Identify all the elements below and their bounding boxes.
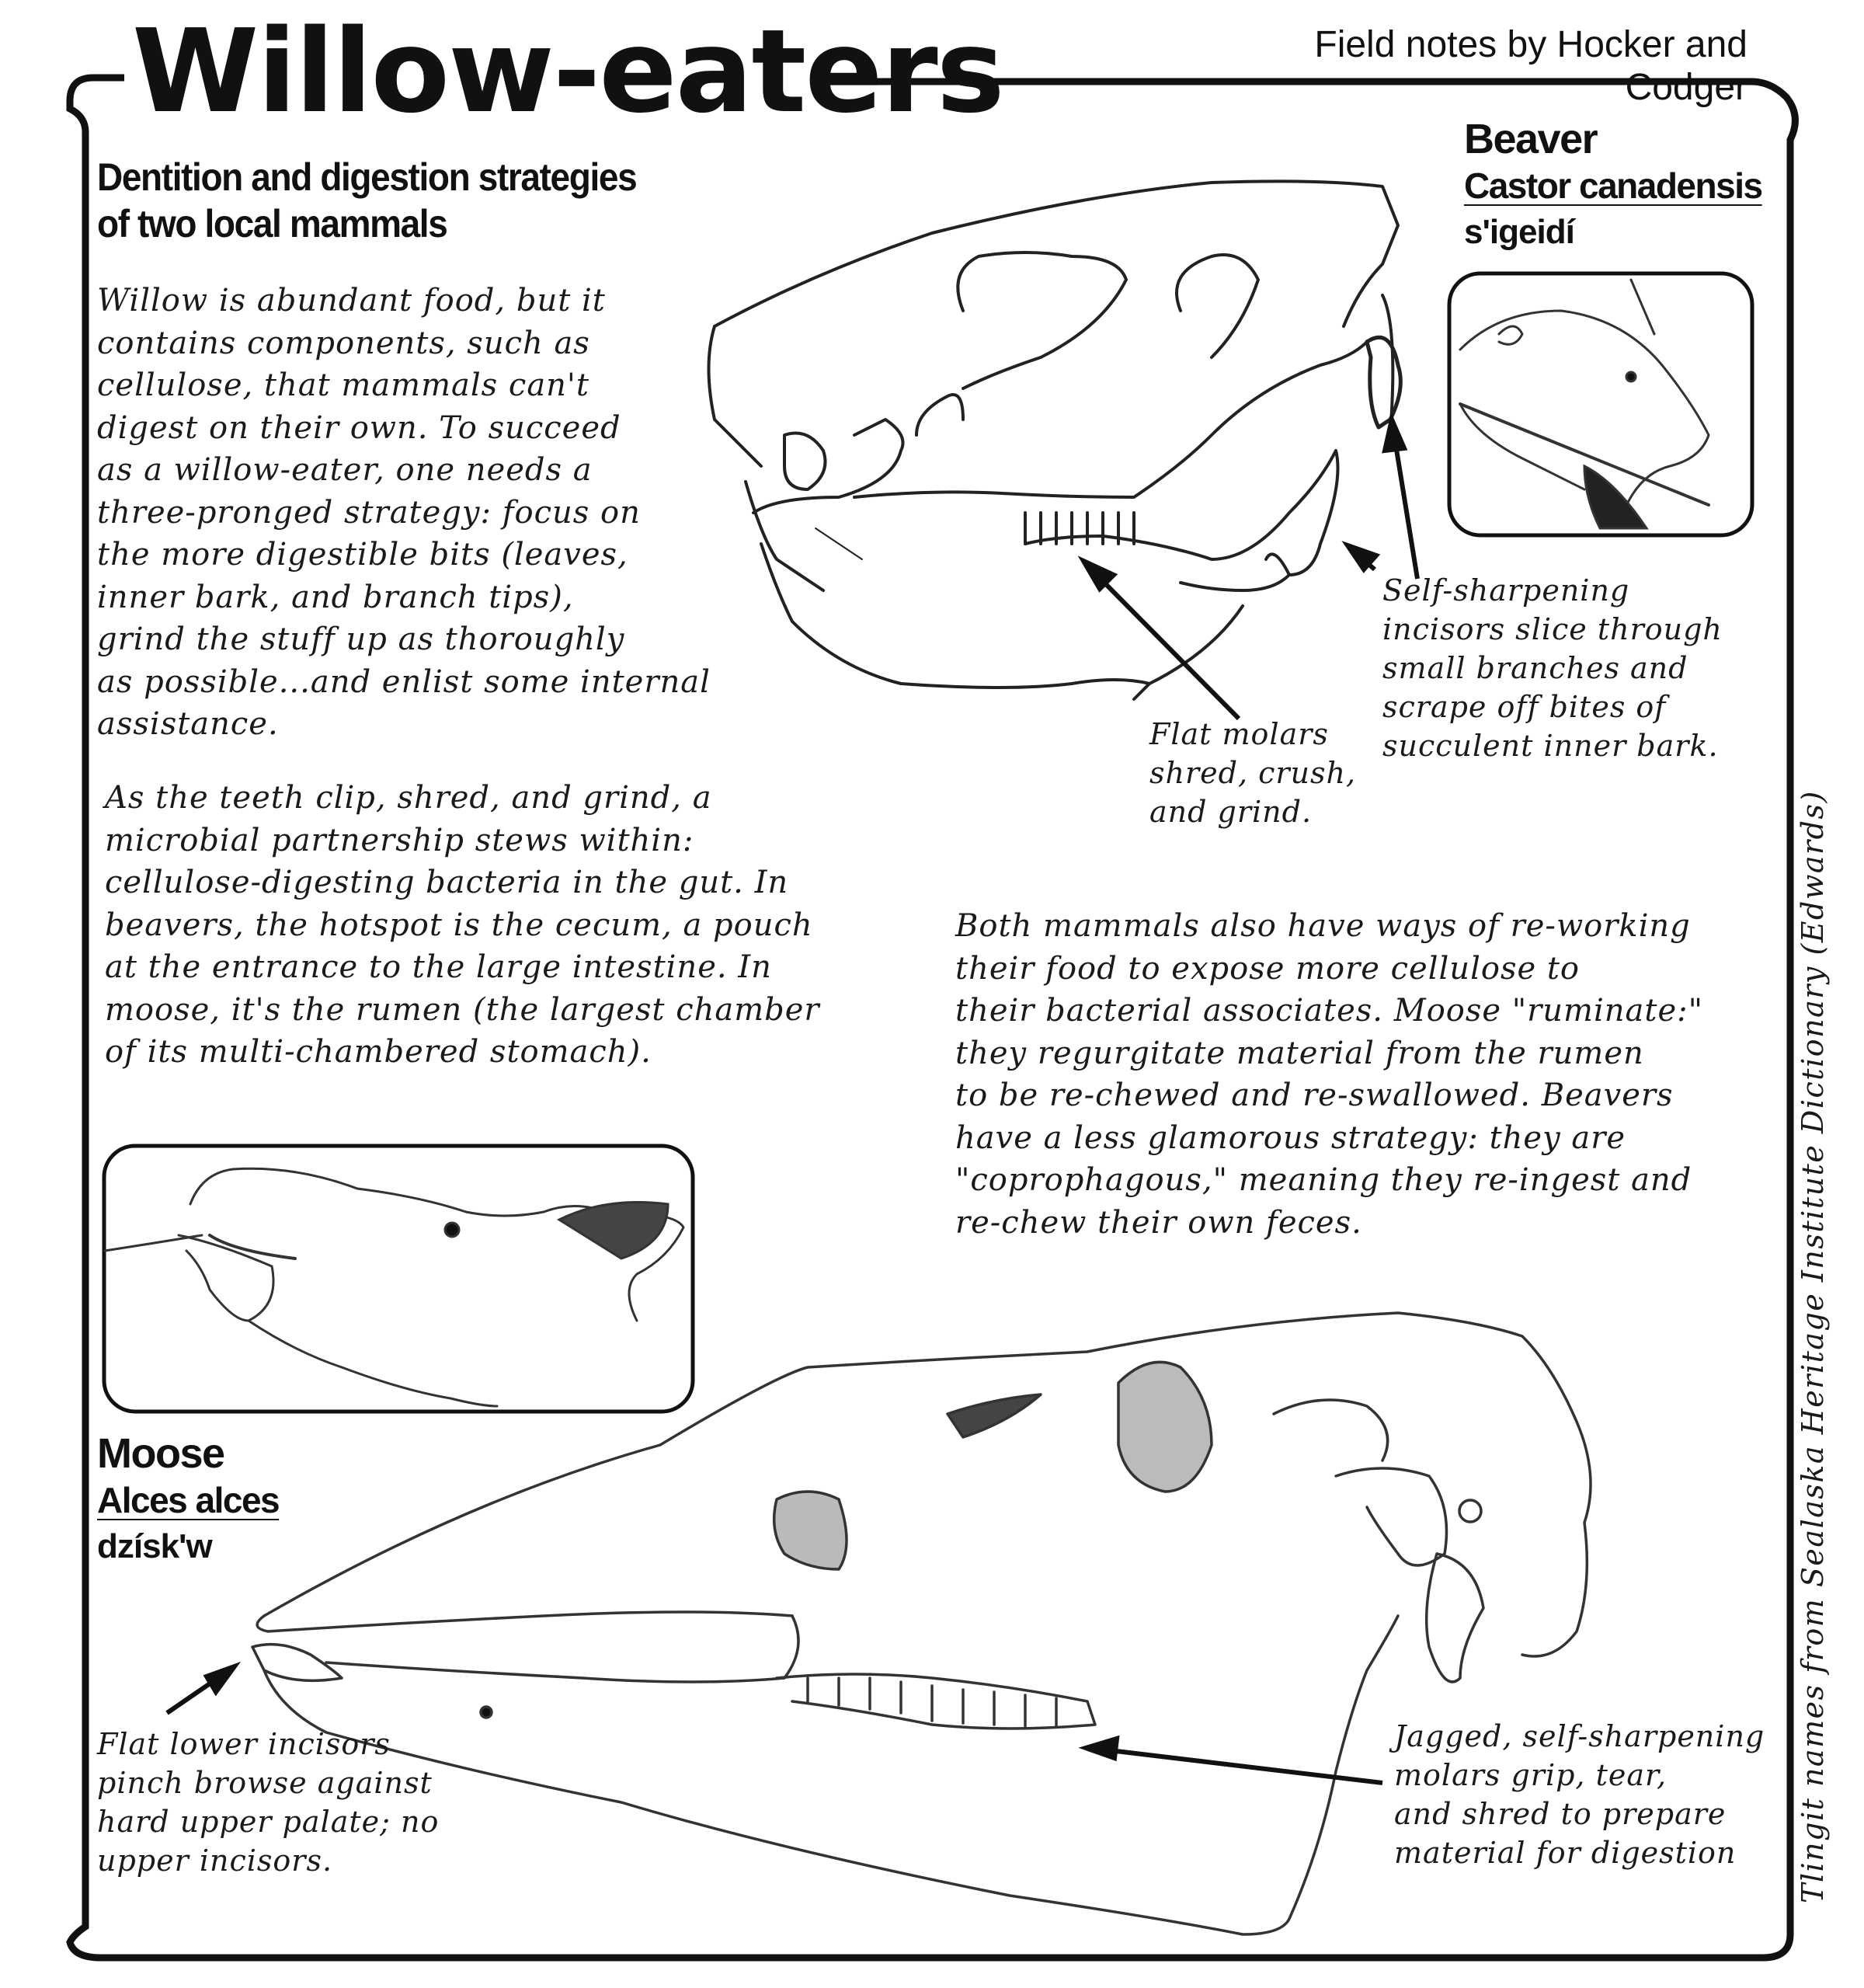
moose-portrait-drawing [105, 1168, 683, 1406]
moose-common-name: Moose [97, 1430, 224, 1477]
moose-molar-caption: Jagged, self-sharpening molars grip, tear, and shred to prepare material for digestion [1394, 1719, 1765, 1870]
rework-paragraph: Both mammals also have ways of re-working their food to expose more cellulose to their bacterial associates. Moose "ruminate:" they regurgitate material from the rumen to be re-chewed and re-swallowed. Beavers have a less glamorous strategy: they are "coprophagous," meaning they re-ingest and re-chew their own feces. [955, 908, 1704, 1241]
microbe-paragraph: As the teeth clip, shred, and grind, a microbial partnership stews within: cellulose-digesting bacteria in the gut. In beavers, the hotspot is the cecum, a pouch at the entrance to the large intestine. In moose, it's the rumen (the largest chamber of its multi-chambered stomach). [105, 780, 820, 1070]
beaver-scientific-name: Castor canadensis [1464, 165, 1762, 206]
moose-label [97, 1429, 279, 1571]
moose-portrait-frame [104, 1146, 693, 1412]
intro-paragraph: Willow is abundant food, but it contains components, such as cellulose, that mammals can't digest on their own. To succeed as a willow-eater, one needs a three-pronged strategy: focus on the more digestible bits (leaves, inner bark, and branch tips), grind the stuff up as thoroughly as possible...and enlist some internal assistance. [97, 283, 711, 742]
moose-incisor-caption: Flat lower incisors pinch browse against hard upper palate; no upper incisors. [97, 1727, 440, 1878]
beaver-incisor-caption: Self-sharpening incisors slice through small branches and scrape off bites of succulent inner bark. [1382, 573, 1723, 763]
page-title: Willow-eaters [132, 5, 1003, 138]
subtitle-line-1: Dentition and digestion strategies [97, 155, 637, 199]
beaver-skull-drawing [709, 181, 1401, 699]
beaver-tlingit-name: s'igeidí [1464, 213, 1574, 251]
beaver-label [1464, 115, 1762, 256]
beaver-portrait-drawing [1460, 280, 1709, 528]
beaver-arrows [1083, 420, 1417, 719]
subtitle-line-2: of two local mammals [97, 202, 447, 245]
moose-tlingit-name: dzísk'w [97, 1527, 212, 1565]
beaver-molar-caption: Flat molars shred, crush, and grind. [1149, 717, 1357, 829]
page-subtitle [97, 154, 683, 247]
beaver-common-name: Beaver [1464, 116, 1598, 162]
moose-scientific-name: Alces alces [97, 1480, 280, 1520]
credit-line: Field notes by Hocker and Codger [1314, 24, 1748, 108]
tlingit-source-note: Tlingit names from Sealaska Heritage Institute Dictionary (Edwards) [1796, 790, 1830, 1903]
